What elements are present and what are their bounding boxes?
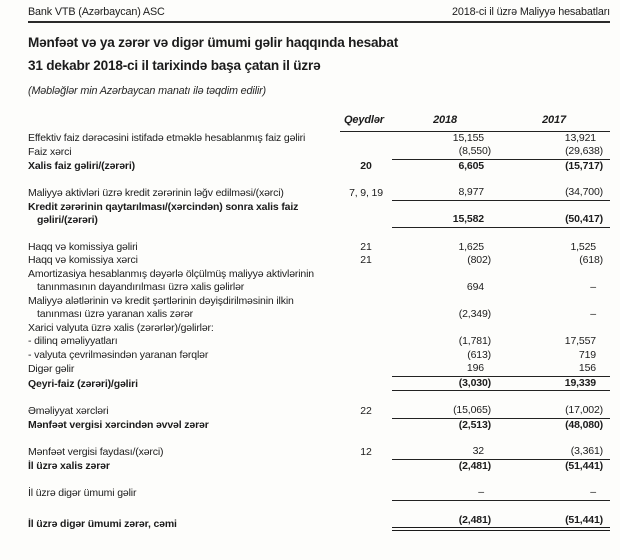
table-row [28,160,610,174]
row-label: Digər gəlir [28,363,75,375]
value-2017: (3,361) [498,445,610,460]
row-note-ref: 7, 9, 19 [349,187,383,199]
table-row [28,241,610,255]
row-label: Kredit zərərinin qaytarılması/(xərcindən) sonra xalis faiz gəliri/(zərəri) [28,200,299,226]
value-2018: 32 [392,445,498,460]
report-period: 31 dekabr 2018-ci il tarixində başa çatan il üzrə [28,58,321,73]
column-header-2017: 2017 [498,114,610,132]
header-entity-name: Bank VTB (Azərbaycan) ASC [28,6,165,18]
value-2017: 719 [578,348,596,361]
value-2018: 1,625 [458,240,484,253]
value-2018: 15,155 [452,131,484,144]
table-row [28,419,610,433]
value-2017: (618) [579,254,603,266]
row-label: Effektiv faiz dərəcəsini istifadə etməklə hesablanmış faiz gəliri [28,131,306,144]
table-row [28,460,610,474]
value-2017: 13,921 [564,131,596,144]
row-label: Haqq və komissiya xərci [28,254,138,266]
value-2017: (48,080) [565,418,603,431]
table-row [28,254,610,268]
value-2018: (2,481) [392,514,498,532]
value-2017: (34,700) [498,186,610,201]
value-2017: 19,339 [498,377,610,392]
table-row [28,486,610,501]
value-2018: 694 [466,281,484,293]
row-note-ref: 12 [360,446,372,458]
header-report-name: 2018-ci il üzrə Maliyyə hesabatları [452,6,610,18]
table-column-header [28,114,610,132]
value-2017: (17,002) [498,404,610,419]
row-label: İl üzrə xalis zərər [28,459,110,472]
row-label: - valyuta çevrilməsindən yaranan fərqlər [28,348,209,361]
currency-note: (Məbləğlər min Azərbaycan manatı ilə təqdim edilir) [28,85,266,97]
value-2017: – [498,486,610,501]
value-2017: 156 [498,362,610,377]
value-2017: (51,441) [498,514,610,532]
value-2018: 196 [392,362,498,377]
table-row [28,295,610,322]
row-label: Qeyri-faiz (zərəri)/gəliri [28,377,138,390]
value-2017: – [590,308,596,320]
row-label: İl üzrə digər ümumi gəlir [28,487,137,499]
value-2018: (2,481) [458,459,491,472]
value-2018: (2,513) [458,418,491,431]
value-2018: (2,349) [458,308,491,320]
column-header-notes: Qeydlər [340,114,392,132]
table-row [28,514,610,532]
value-2018: (802) [467,254,491,266]
row-label: Mənfəət vergisi xərcindən əvvəl zərər [28,418,209,431]
table-row [28,445,610,460]
row-label: Faiz xərci [28,146,72,158]
value-2017: – [590,281,596,293]
value-2017: (51,441) [565,459,603,472]
row-label: - dilinq əməliyyatları [28,335,118,347]
row-label: Mənfəət vergisi faydası/(xərci) [28,446,164,458]
value-2018 [392,322,498,336]
value-2017: 1,525 [570,240,596,253]
value-2018: 8,977 [392,186,498,201]
table-row [28,349,610,363]
row-label: Maliyyə aktivləri üzrə kredit zərərinin ləğv edilməsi/(xərci) [28,187,284,199]
value-2017 [498,322,610,336]
table-row [28,268,610,295]
row-note-ref: 22 [360,405,372,417]
row-label: Əməliyyat xərcləri [28,405,109,417]
table-row [28,404,610,419]
row-label: Maliyyə alətlərinin və kredit şərtlərinin dəyişdirilməsinin ilkin tanınması üzrə yaranan xalis zərər [28,294,294,320]
income-statement-table [28,114,610,531]
table-row [28,322,610,336]
column-header-2018: 2018 [392,114,498,132]
row-label: Amortizasiya hesablanmış dəyərlə ölçülmüş maliyyə aktivlərinin tanınmasının dayandırılması üzrə xalis gəlirlər [28,267,314,293]
value-2018: (3,030) [392,377,498,392]
value-2018: (8,550) [392,145,498,160]
value-2018: 6,605 [458,159,484,172]
table-row [28,362,610,377]
row-label: İl üzrə digər ümumi zərər, cəmi [28,517,177,530]
value-2018: – [392,486,498,501]
table-row [28,186,610,201]
table-row [28,201,610,228]
table-row [28,335,610,349]
table-body [28,132,610,532]
table-row [28,145,610,160]
document-header [28,6,610,23]
row-note-ref: 21 [360,240,372,253]
value-2018: 15,582 [392,213,498,228]
value-2017: 17,557 [564,335,596,347]
row-note-ref: 21 [360,254,372,266]
report-title: Mənfəət və ya zərər və digər ümumi gəlir haqqında hesabat [28,35,399,50]
row-note-ref: 20 [360,159,372,172]
value-2018: (613) [467,348,491,361]
table-row [28,132,610,146]
value-2018: (1,781) [458,335,491,347]
value-2018: (15,065) [392,404,498,419]
value-2017: (15,717) [565,159,603,172]
row-label: Haqq və komissiya gəliri [28,240,138,253]
value-2017: (29,638) [498,145,610,160]
row-label: Xarici valyuta üzrə xalis (zərərlər)/gəlirlər: [28,321,214,334]
value-2017: (50,417) [498,213,610,228]
table-row [28,377,610,392]
row-label: Xalis faiz gəliri/(zərəri) [28,159,135,172]
